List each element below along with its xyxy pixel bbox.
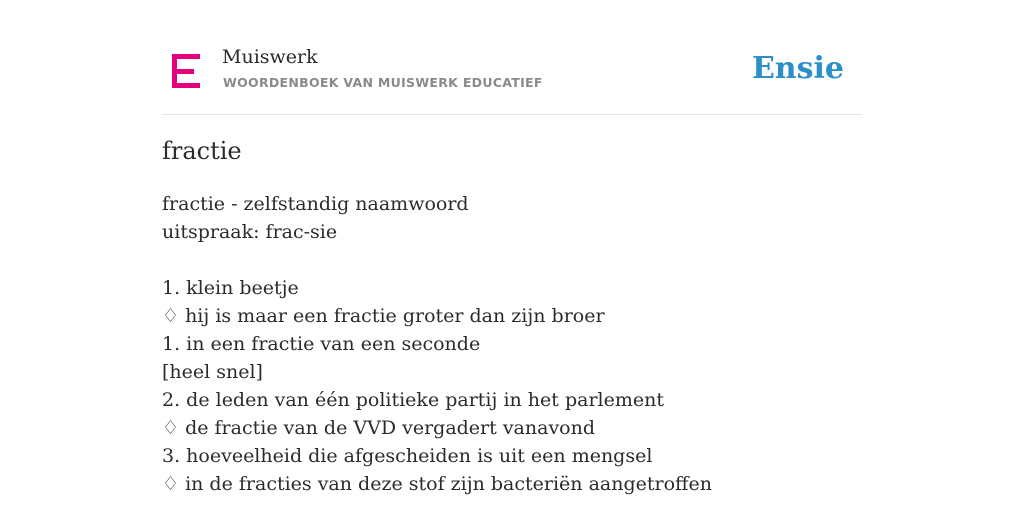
entry-line: ♢ hij is maar een fractie groter dan zijn broer: [162, 305, 605, 327]
entry-line: 3. hoeveelheid die afgescheiden is uit een mengsel: [162, 445, 653, 467]
entry-line: 1. klein beetje: [162, 277, 299, 299]
site-header: [162, 38, 862, 115]
brand-name[interactable]: Muiswerk: [222, 46, 318, 68]
entry-line: 1. in een fractie van een seconde: [162, 333, 481, 355]
entry-line: fractie - zelfstandig naamwoord: [162, 193, 469, 215]
entry-line: uitspraak: frac-sie: [162, 221, 338, 243]
entry-title: fractie: [162, 137, 242, 165]
entry-line: [162, 246, 922, 274]
entry-line: [heel snel]: [162, 361, 263, 383]
entry-line: ♢ in de fracties van deze stof zijn bacteriën aangetroffen: [162, 473, 713, 495]
e-icon[interactable]: [172, 54, 200, 88]
ensie-logo[interactable]: Ensie: [751, 51, 844, 86]
brand-subtitle: WOORDENBOEK VAN MUISWERK EDUCATIEF: [223, 75, 543, 90]
entry-line: 2. de leden van één politieke partij in het parlement: [162, 389, 664, 411]
entry-content: [162, 190, 922, 498]
entry-line: ♢ de fractie van de VVD vergadert vanavond: [162, 417, 596, 439]
